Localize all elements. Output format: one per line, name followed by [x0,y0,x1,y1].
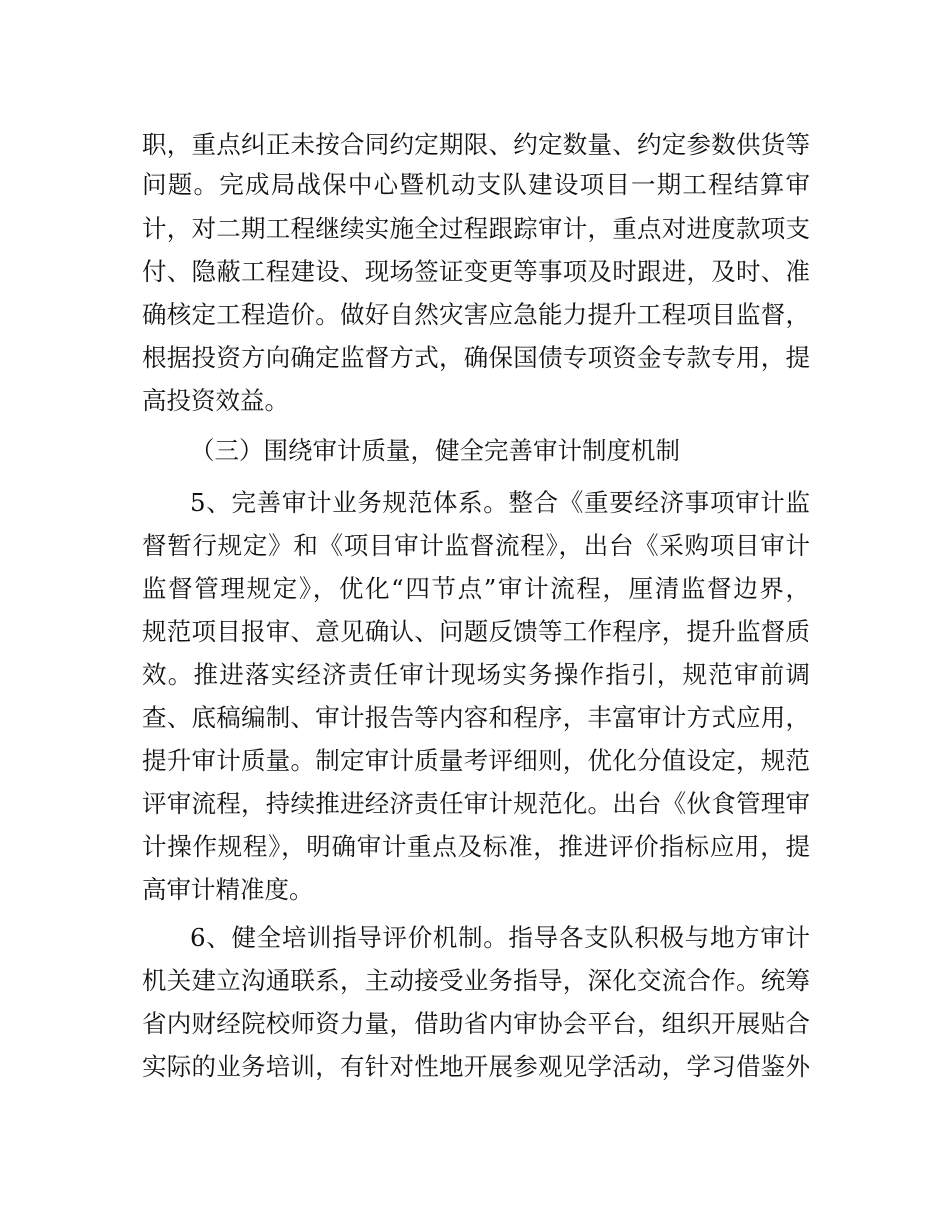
text-line: 5、完善审计业务规范体系。整合《重要经济事项审计监 [190,488,810,517]
text-line: 提升审计质量。制定审计质量考评细则，优化分值设定，规范 [142,746,810,775]
text-line: 计操作规程》，明确审计重点及标准，推进评价指标应用，提 [142,832,810,861]
text-line: 监督管理规定》，优化“四节点”审计流程，厘清监督边界， [142,574,810,603]
text-line: 6、健全培训指导评价机制。指导各支队积极与地方审计 [190,923,810,952]
text-line: 职，重点纠正未按合同约定期限、约定数量、约定参数供货等 [142,130,810,159]
text-line: 高审计精准度。 [142,875,314,904]
text-line: 规范项目报审、意见确认、问题反馈等工作程序，提升监督质 [142,617,810,646]
text-line: 省内财经院校师资力量，借助省内审协会平台，组织开展贴合 [142,1009,810,1038]
text-line: 计，对二期工程继续实施全过程跟踪审计，重点对进度款项支 [142,214,810,243]
text-line: 评审流程，持续推进经济责任审计规范化。出台《伙食管理审 [142,789,810,818]
text-line: 根据投资方向确定监督方式，确保国债专项资金专款专用，提 [142,343,810,372]
text-line: 效。推进落实经济责任审计现场实务操作指引，规范审前调 [142,660,810,689]
text-line: 付、隐蔽工程建设、现场签证变更等事项及时跟进，及时、准 [142,257,810,286]
text-line: 督暂行规定》和《项目审计监督流程》，出台《采购项目审计 [142,531,810,560]
section-heading: （三）围绕审计质量，健全完善审计制度机制 [190,436,680,465]
text-line: 实际的业务培训，有针对性地开展参观见学活动，学习借鉴外 [142,1052,810,1081]
text-line: 查、底稿编制、审计报告等内容和程序，丰富审计方式应用， [142,703,810,732]
text-line: 高投资效益。 [142,386,289,415]
text-line: 机关建立沟通联系，主动接受业务指导，深化交流合作。统筹 [142,966,810,995]
text-line: 确核定工程造价。做好自然灾害应急能力提升工程项目监督， [142,300,810,329]
text-line: 问题。完成局战保中心暨机动支队建设项目一期工程结算审 [142,170,810,199]
